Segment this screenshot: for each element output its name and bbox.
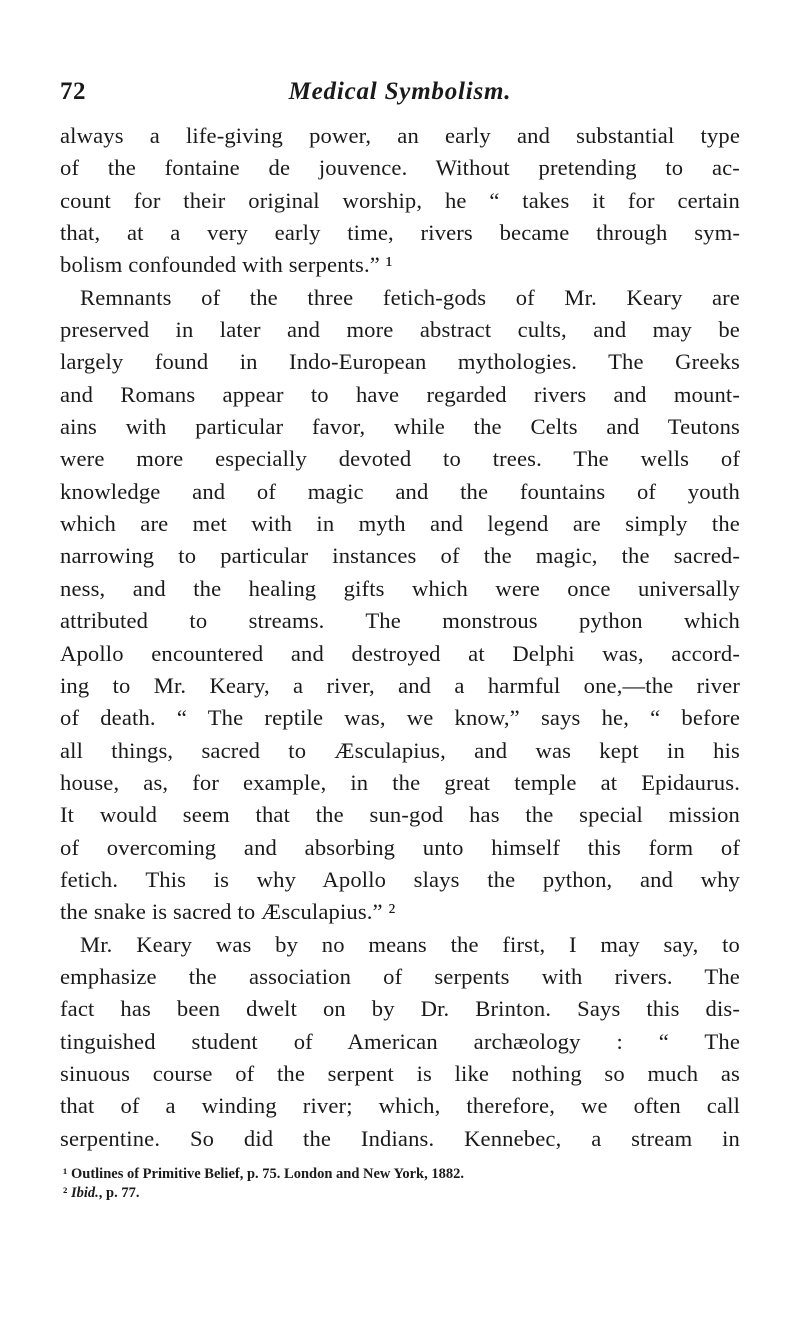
- running-title: Medical Symbolism.: [288, 78, 512, 105]
- text-line: ing to Mr. Keary, a river, and a harmful one,—the river: [60, 672, 740, 698]
- footnote-marker: ¹: [63, 1166, 68, 1182]
- book-page: [60, 78, 740, 1203]
- text-line: the snake is sacred to Æsculapius.” ²: [60, 899, 396, 925]
- text-line: of death. “ The reptile was, we know,” says he, “ before: [60, 705, 740, 731]
- text-line: which are met with in myth and legend are simply the: [60, 511, 740, 537]
- text-line: serpentine. So did the Indians. Kennebec, a stream in: [60, 1125, 740, 1151]
- text-line: It would seem that the sun-god has the special mission: [60, 802, 740, 828]
- text-line: were more especially devoted to trees. The wells of: [60, 446, 740, 472]
- text-line: attributed to streams. The monstrous python which: [60, 608, 740, 634]
- text-line: sinuous course of the serpent is like nothing so much as: [60, 1060, 740, 1086]
- text-line: count for their original worship, he “ takes it for certain: [60, 187, 740, 213]
- text-line: of overcoming and absorbing unto himself this form of: [60, 834, 740, 860]
- text-line: that, at a very early time, rivers became through sym-: [60, 220, 740, 246]
- body-text: [60, 120, 740, 1155]
- footnote-2: [60, 1184, 740, 1203]
- page-number: 72: [60, 78, 86, 105]
- text-line: tinguished student of American archæology : “ The: [60, 1028, 740, 1054]
- text-line: all things, sacred to Æsculapius, and was kept in his: [60, 737, 740, 763]
- text-line: that of a winding river; which, therefore, we often call: [60, 1093, 740, 1119]
- text-line: Remnants of the three fetich-gods of Mr. Keary are: [80, 284, 740, 310]
- running-head: [60, 78, 740, 114]
- footnote-1: [60, 1165, 740, 1184]
- text-line: fact has been dwelt on by Dr. Brinton. Says this dis-: [60, 996, 740, 1022]
- footnote-text: Outlines of Primitive Belief, p. 75. London and New York, 1882.: [70, 1166, 464, 1182]
- text-line: bolism confounded with serpents.” ¹: [60, 252, 393, 278]
- text-line: house, as, for example, in the great temple at Epidaurus.: [60, 769, 740, 795]
- text-line: emphasize the association of serpents with rivers. The: [60, 963, 740, 989]
- text-line: ains with particular favor, while the Celts and Teutons: [60, 414, 740, 440]
- text-line: Apollo encountered and destroyed at Delphi was, accord-: [60, 640, 740, 666]
- footnote-text: , p. 77.: [98, 1185, 140, 1201]
- text-line: Mr. Keary was by no means the first, I may say, to: [80, 931, 740, 957]
- footnote-ibid: Ibid.: [70, 1185, 99, 1201]
- text-line: and Romans appear to have regarded rivers and mount-: [60, 381, 740, 407]
- text-line: preserved in later and more abstract cults, and may be: [60, 317, 740, 343]
- footnotes: [60, 1165, 740, 1203]
- text-line: fetich. This is why Apollo slays the python, and why: [60, 866, 740, 892]
- text-line: knowledge and of magic and the fountains of youth: [60, 478, 740, 504]
- text-line: ness, and the healing gifts which were once universally: [60, 575, 740, 601]
- text-line: of the fontaine de jouvence. Without pretending to ac-: [60, 155, 740, 181]
- text-line: narrowing to particular instances of the magic, the sacred-: [60, 543, 740, 569]
- text-line: largely found in Indo-European mythologies. The Greeks: [60, 349, 740, 375]
- footnote-marker: ²: [63, 1185, 68, 1201]
- text-line: always a life-giving power, an early and substantial type: [60, 123, 740, 148]
